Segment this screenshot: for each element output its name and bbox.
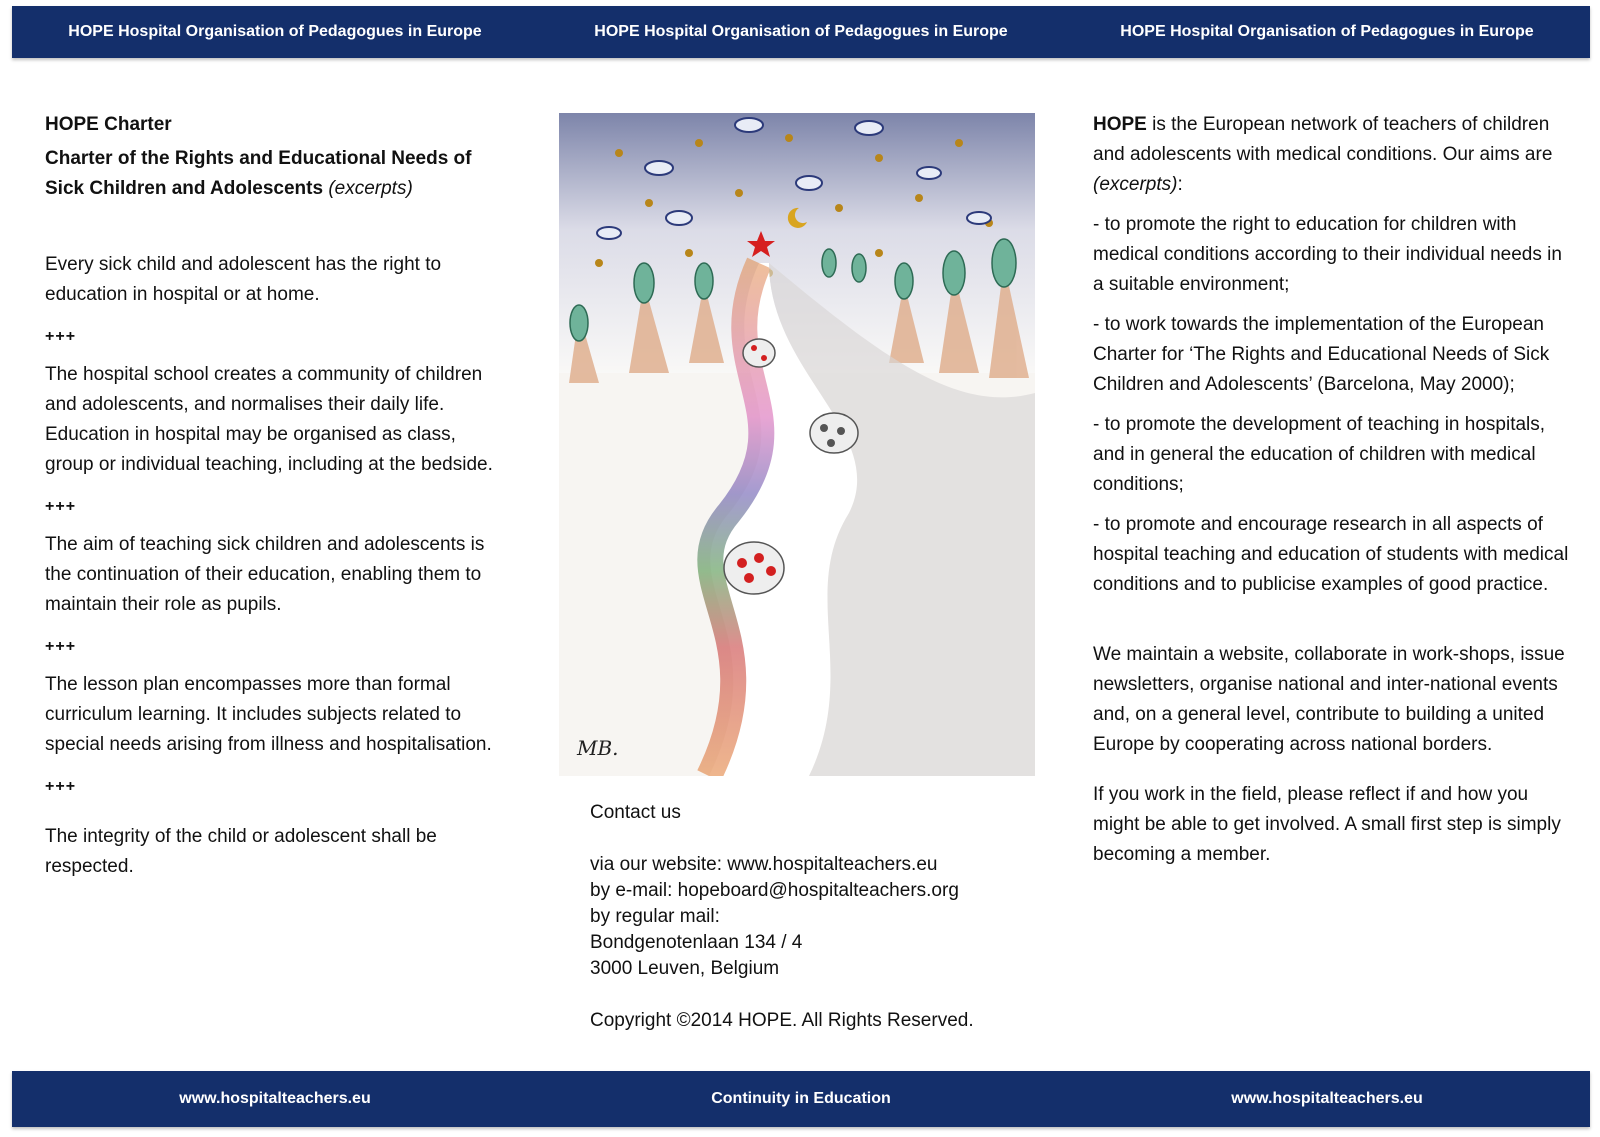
aim-1: - to promote the right to education for children with medical conditions according to their individual needs in a suitable environment; [1093, 214, 1562, 295]
separator: +++ [45, 498, 77, 515]
about-intro-bold: HOPE [1093, 114, 1147, 135]
charter-point-1: Every sick child and adolescent has the right to education in hospital or at home. [45, 254, 442, 305]
about-paragraph-2: If you work in the field, please reflect if and how you might be able to get involved. A small first step is simply becoming a member. [1093, 784, 1561, 865]
charter-subtitle-excerpts: (excerpts) [328, 178, 413, 199]
contact-website[interactable]: via our website: www.hospitalteachers.eu [590, 854, 938, 875]
charter-column [45, 110, 505, 882]
charter-title: HOPE Charter [45, 114, 172, 135]
contact-address-line1: Bondgenotenlaan 134 / 4 [590, 932, 803, 953]
contact-section [590, 800, 1040, 1034]
illustration-drawing [559, 113, 1035, 776]
aim-2: - to work towards the implementation of the European Charter for ‘The Rights and Educational Needs of Sick Children and Adolescents’ (Barcelona, May 2000); [1093, 314, 1550, 395]
contact-title: Contact us [590, 802, 681, 823]
charter-point-5: The integrity of the child or adolescent shall be respected. [45, 826, 437, 877]
contact-address-line2: 3000 Leuven, Belgium [590, 958, 780, 979]
about-intro [1093, 110, 1573, 200]
aim-4: - to promote and encourage research in all aspects of hospital teaching and education of students with medical conditions and to publicise examples of good practice. [1093, 514, 1569, 595]
header-band [12, 6, 1590, 58]
separator: +++ [45, 638, 77, 655]
header-center: HOPE Hospital Organisation of Pedagogues in Europe [594, 23, 1008, 40]
about-column [1093, 110, 1573, 870]
contact-email[interactable]: by e-mail: hopeboard@hospitalteachers.org [590, 880, 959, 901]
footer-band [12, 1071, 1590, 1127]
charter-point-2: The hospital school creates a community of children and adolescents, and normalises their daily life. Education in hospital may be organised as class, group or individual teaching, including at the bedside. [45, 364, 493, 475]
footer-left-link[interactable]: www.hospitalteachers.eu [179, 1090, 371, 1107]
footer-right-link[interactable]: www.hospitalteachers.eu [1231, 1090, 1423, 1107]
contact-mail-label: by regular mail: [590, 906, 720, 927]
aim-3: - to promote the development of teaching in hospitals, and in general the education of children with medical conditions; [1093, 414, 1546, 495]
copyright: Copyright ©2014 HOPE. All Rights Reserved. [590, 1010, 974, 1031]
about-paragraph-1: We maintain a website, collaborate in work-shops, issue newsletters, organise national and inter-national events and, on a general level, contribute to building a united Europe by cooperating across national borders. [1093, 644, 1565, 755]
about-intro-excerpts: (excerpts) [1093, 174, 1178, 195]
separator: +++ [45, 778, 77, 795]
charter-subtitle [45, 144, 505, 204]
header-left: HOPE Hospital Organisation of Pedagogues in Europe [68, 23, 482, 40]
about-intro-end: : [1177, 174, 1183, 195]
header-right: HOPE Hospital Organisation of Pedagogues in Europe [1120, 23, 1534, 40]
footer-slogan: Continuity in Education [711, 1090, 891, 1107]
about-intro-text: is the European network of teachers of children and adolescents with medical conditions. Our aims are [1093, 114, 1553, 165]
charter-subtitle-text: Charter of the Rights and Educational Needs of Sick Children and Adolescents [45, 148, 472, 199]
charter-point-4: The lesson plan encompasses more than formal curriculum learning. It includes subjects related to special needs arising from illness and hospitalisation. [45, 674, 492, 755]
charter-point-3: The aim of teaching sick children and adolescents is the continuation of their education, enabling them to maintain their role as pupils. [45, 534, 485, 615]
illustration [559, 113, 1035, 776]
illustration-signature: MB. [577, 736, 619, 760]
separator: +++ [45, 328, 77, 345]
